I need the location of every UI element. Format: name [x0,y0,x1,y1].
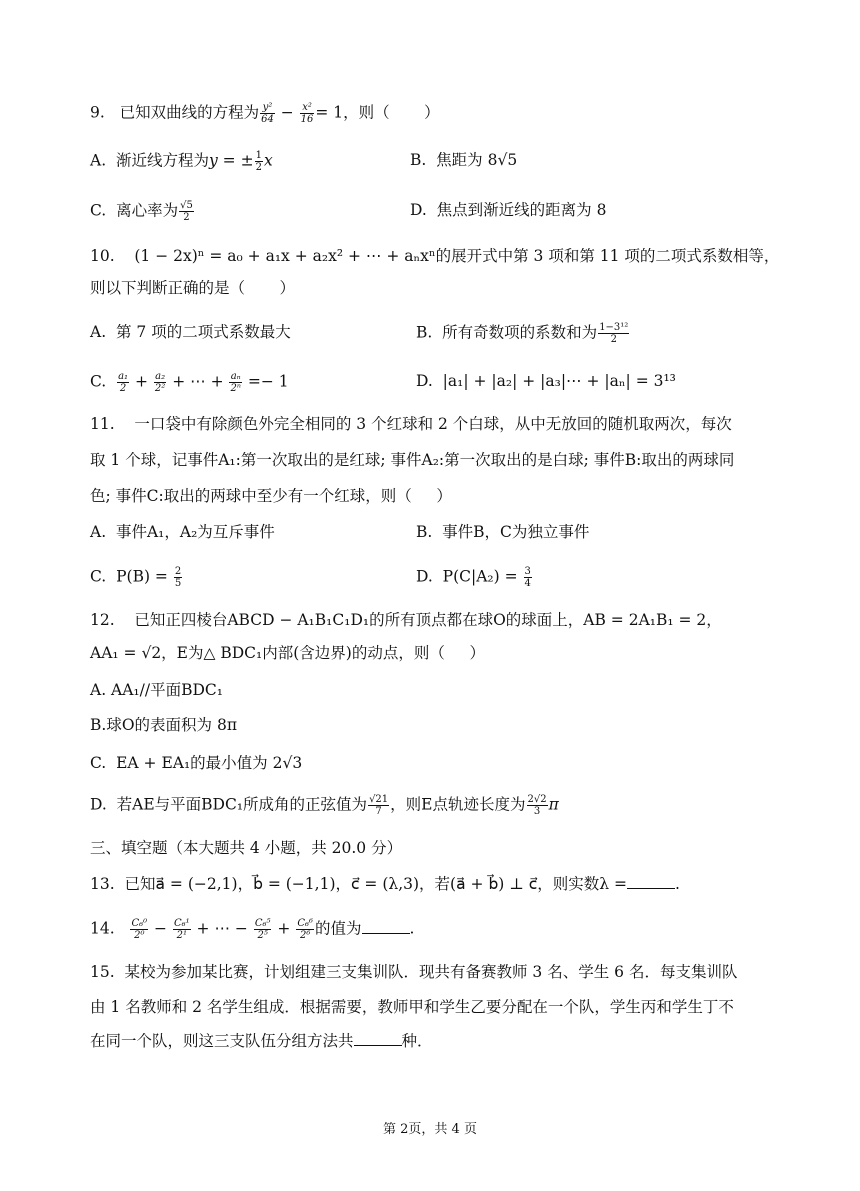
q12-d-frac-1: $\frac{√21}{7}$ [369,794,389,817]
question-10-line-1: 10. (1 − 2x)ⁿ = a₀ + a₁x + a₂x² + ⋯ + aₙxⁿ的展开式中第 3 项和第 11 项的二项式系数相等， [90,247,780,265]
q11-d-frac: $\frac{3}{4}$ [524,566,531,589]
page-number-footer: 第 2页，共 4 页 [383,1122,477,1137]
answer-blank-13 [627,874,675,889]
q12-d-frac-2: $\frac{2√2}{3}$ [527,794,547,817]
q12-option-c: C. EA + EA₁的最小值为 2√3 [90,754,303,772]
q14-frac-1: $\frac{\text{C₆⁰}}{\text{2⁰}}$ [131,918,148,941]
q10-c-frac-1: $\frac{\text{a₁}}{2}$ [118,371,129,394]
q9-stem-text: 9. 已知双曲线的方程为 [90,103,260,122]
question-15-line-3: 在同一个队，则这三支队伍分组方法共 种． [90,1032,433,1050]
q9-frac-1: $\frac{\text{y²}}{64}$ [261,102,274,125]
q9-frac-2: $\frac{\text{x²}}{16}$ [300,102,314,125]
section-heading-fill-in: 三、填空题（本大题共 4 小题，共 20.0 分） [90,839,403,857]
q9-a-frac: $\frac{1}{2}$ [255,150,262,173]
question-13: 13. 已知a⃗ = (−2,1)，b⃗ = (−1,1)，c⃗ = (λ,3)，若(a⃗ + b⃗) ⊥ c⃗，则实数λ = . [90,875,680,893]
answer-blank-15 [354,1031,402,1046]
q10-option-d: D. |a₁| + |a₂| + |a₃|⋯ + |aₙ| = 3¹³ [416,372,676,390]
question-10-line-2: 则以下判断正确的是（ ） [90,279,295,297]
question-11-line-2: 取 1 个球，记事件A₁:第一次取出的是红球; 事件A₂:第一次取出的是白球; 事件B:取出的两球同 [90,451,735,469]
q14-frac-3: $\frac{\text{C₆⁵}}{\text{2⁵}}$ [254,918,271,941]
q11-option-d: D. P(C|A₂) = $\frac{3}{4}$ [416,566,531,589]
q14-frac-4: $\frac{\text{C₆⁶}}{\text{2⁶}}$ [297,918,313,941]
question-12-line-2: AA₁ = √2，E为△ BDC₁内部(含边界)的动点，则（ ） [90,644,485,662]
q10-b-frac: $\frac{\text{1−3¹²}}{2}$ [599,322,629,345]
question-14: 14. $\frac{\text{C₆⁰}}{\text{2⁰}}$ − $\frac{\text{C₆¹}}{\text{2¹}}$ + ⋯ − $\frac{\text{C₆⁵}}{\text{2⁵}}$ + $\frac{\text{C₆⁶}}{\text{2⁶}}$ 的值为 . [90,918,415,941]
q10-c-frac-2: $\frac{\text{a₂}}{\text{2²}}$ [154,371,166,394]
q11-c-frac: $\frac{2}{5}$ [174,566,182,589]
q9-option-a: A. 渐近线方程为y = ± $\frac{1}{2}$ x [90,150,273,173]
question-11-line-1: 11. 一口袋中有除颜色外完全相同的 3 个红球和 2 个白球，从中无放回的随机取两次，每次 [90,415,732,433]
question-15-line-2: 由 1 名教师和 2 名学生组成．根据需要，教师甲和学生乙要分配在一个队，学生丙和学生丁不 [90,998,734,1016]
question-11-line-3: 色; 事件C:取出的两球中至少有一个红球，则（ ） [90,487,452,505]
q11-option-c: C. P(B) = $\frac{2}{5}$ [90,566,182,589]
q14-frac-2: $\frac{\text{C₆¹}}{\text{2¹}}$ [173,918,190,941]
q11-option-a: A. 事件A₁，A₂为互斥事件 [90,523,275,541]
q9-c-frac: $\frac{√5}{2}$ [180,200,193,223]
q9-option-c: C. 离心率为 $\frac{√5}{2}$ [90,200,193,223]
q9-option-b: B. 焦距为 8√5 [410,151,518,169]
q10-c-frac-3: $\frac{\text{aₙ}}{\text{2ⁿ}}$ [230,371,241,394]
q10-option-a: A. 第 7 项的二项式系数最大 [90,323,291,341]
q12-option-a: A. AA₁//平面BDC₁ [90,681,223,699]
q9-option-d: D. 焦点到渐近线的距离为 8 [410,201,607,219]
question-15-line-1: 15. 某校为参加某比赛，计划组建三支集训队．现共有备赛教师 3 名、学生 6 名．每支集训队 [90,963,738,981]
answer-blank-14 [362,919,410,934]
q9-stem-end: = 1，则（ ） [315,103,440,122]
q10-option-c: C. $\frac{\text{a₁}}{2}$ + $\frac{\text{a₂}}{\text{2²}}$ + ⋯ + $\frac{\text{aₙ}}{\text{2ⁿ}}$ =− 1 [90,371,289,394]
question-12-line-1: 12. 已知正四棱台ABCD − A₁B₁C₁D₁的所有顶点都在球O的球面上，AB = 2A₁B₁ = 2， [90,611,722,629]
q12-option-d: D. 若AE与平面BDC₁所成角的正弦值为 $\frac{√21}{7}$ ，则E点轨迹长度为 $\frac{2√2}{3}$ π [90,794,559,817]
q12-option-b: B.球O的表面积为 8π [90,716,238,734]
question-9-stem: 9. 已知双曲线的方程为 $\frac{\text{y²}}{64}$ − $\frac{\text{x²}}{16}$ = 1，则（ ） [90,102,440,125]
q11-option-b: B. 事件B，C为独立事件 [416,523,590,541]
q10-option-b: B. 所有奇数项的系数和为 $\frac{\text{1−3¹²}}{2}$ [416,322,629,345]
